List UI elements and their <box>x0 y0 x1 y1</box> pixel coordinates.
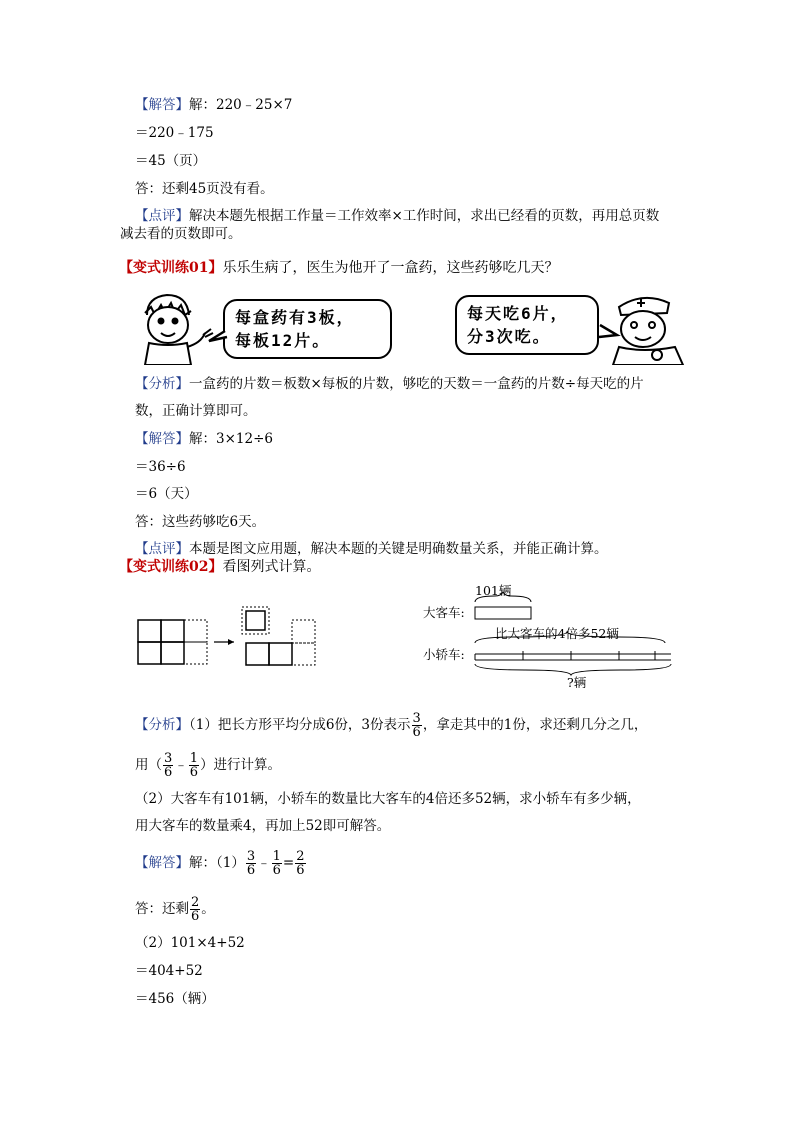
speech-bubble-right: 每天吃6片， 分3次吃。 <box>455 295 599 355</box>
training-02-question: 【变式训练02】看图列式计算。 <box>119 559 321 575</box>
big-bus-bar <box>475 607 531 619</box>
big-bus-label: 大客车: <box>423 605 465 620</box>
training-01-comment: 【点评】本题是图文应用题，解决本题的关键是明确数量关系，并能正确计算。 <box>135 541 608 557</box>
training-02-tag: 【变式训练02】 <box>119 559 223 575</box>
top-brace <box>475 592 531 602</box>
training-01-question: 【变式训练01】乐乐生病了，医生为他开了一盒药，这些药够吃几天？ <box>119 260 559 276</box>
comment-tag: 【点评】 <box>135 541 189 557</box>
grid-cell-dashed <box>292 620 315 643</box>
comment-tag: 【点评】 <box>135 208 189 224</box>
answer-line-2: ＝220﹣175 <box>135 125 214 141</box>
fraction-3-6: $\frac{3}{6}$ <box>164 751 173 780</box>
big-bus-value: 101辆 <box>475 583 512 598</box>
arrow-head <box>228 639 234 645</box>
training-02-answer-line-5: ＝456（辆） <box>135 991 215 1007</box>
answer-tag: 【解答】 <box>135 431 189 447</box>
training-02-analysis-line-1: 【分析】（1）把长方形平均分成6份，3份表示 $\frac{3}{6}$ ，拿走其中的1份，求还剩几分之几， <box>135 711 648 740</box>
training-02-analysis-line-3: （2）大客车有101辆，小轿车的数量比大客车的4倍还多52辆，求小轿车有多少辆， <box>135 791 641 807</box>
training-01-analysis-line-2: 数，正确计算即可。 <box>135 403 257 419</box>
grid-cell <box>138 642 161 664</box>
speech-bubble-left: 每盒药有3板， 每板12片。 <box>223 299 392 359</box>
answer-line-4: 答：还剩45页没有看。 <box>135 181 274 197</box>
training-01-answer-line-3: ＝6（天） <box>135 486 198 502</box>
training-01-analysis-line-1: 【分析】一盒药的片数＝板数×每板的片数，够吃的天数＝一盒药的片数÷每天吃的片 <box>135 376 644 392</box>
answer-line-3: ＝45（页） <box>135 153 207 169</box>
bubble-tails <box>135 285 688 365</box>
fraction-2-6: $\frac{2}{6}$ <box>191 895 200 924</box>
training-01-tag: 【变式训练01】 <box>119 260 223 276</box>
relation-label: 比大客车的4倍多52辆 <box>495 626 619 641</box>
bottom-brace <box>475 664 671 675</box>
grid-cell <box>138 620 161 642</box>
fraction-1-6: $\frac{1}{6}$ <box>189 751 199 780</box>
fraction-1-6: $\frac{1}{6}$ <box>272 849 281 878</box>
rectangle-diagram <box>130 600 330 675</box>
comment-line-1: 【点评】解决本题先根据工作量＝工作效率×工作时间，求出已经看的页数，再用总页数 <box>135 208 660 224</box>
grid-cell-dashed <box>292 643 315 665</box>
training-01-answer-line-1: 【解答】解：3×12÷6 <box>135 431 273 447</box>
training-02-answer-line-4: ＝404+52 <box>135 963 203 979</box>
grid-cell-dashed <box>184 620 207 642</box>
answer-tag: 【解答】 <box>135 855 189 871</box>
grid-cell <box>161 642 184 664</box>
answer-tag: 【解答】 <box>135 97 189 113</box>
grid-cell <box>246 643 269 665</box>
answer-line-1: 【解答】解：220﹣25×7 <box>135 97 293 113</box>
small-car-label: 小轿车: <box>423 647 465 662</box>
grid-cell <box>269 643 292 665</box>
middle-brace <box>475 632 665 643</box>
cartoon-illustration <box>135 285 688 365</box>
fraction-2-6: $\frac{2}{6}$ <box>296 849 305 878</box>
training-02-analysis-line-2: 用（ $\frac{3}{6}$ ﹣ $\frac{1}{6}$ ）进行计算。 <box>135 751 282 780</box>
training-02-answer-line-1: 【解答】解：（1） $\frac{3}{6}$ ﹣ $\frac{1}{6}$ = $\frac{2}{6}$ <box>135 849 305 878</box>
training-01-answer-line-4: 答：这些药够吃6天。 <box>135 514 266 530</box>
training-02-answer-line-2: 答：还剩 $\frac{2}{6}$ 。 <box>135 895 215 924</box>
unknown-label: ?辆 <box>567 675 587 690</box>
training-02-analysis-line-4: 用大客车的数量乘4，再加上52即可解答。 <box>135 818 391 834</box>
line-segments <box>415 578 675 690</box>
comment-line-2: 减去看的页数即可。 <box>120 226 242 242</box>
fraction-3-6: $\frac{3}{6}$ <box>412 711 421 740</box>
fraction-3-6: $\frac{3}{6}$ <box>246 849 256 878</box>
analysis-tag: 【分析】 <box>135 376 189 392</box>
removed-cell <box>246 611 265 630</box>
analysis-tag: 【分析】 <box>135 717 189 733</box>
training-01-answer-line-2: ＝36÷6 <box>135 459 186 475</box>
vehicle-diagram <box>415 578 675 690</box>
grid-cell-dashed <box>184 642 207 664</box>
grid-cell <box>161 620 184 642</box>
training-02-answer-line-3: （2）101×4+52 <box>135 935 245 951</box>
